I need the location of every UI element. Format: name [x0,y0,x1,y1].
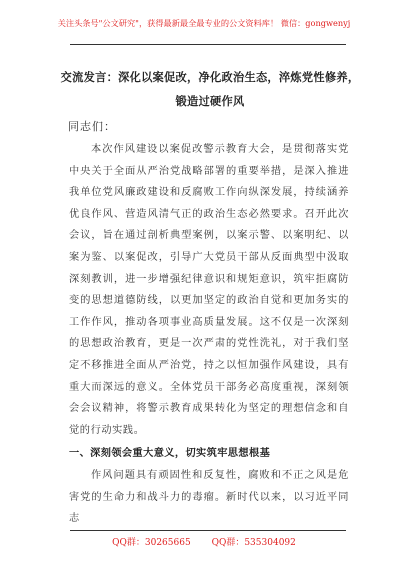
body-paragraph-1: 本次作风建设以案促改警示教育大会，是贯彻落实党中央关于全面从严治党战略部署的重要举措，是深入推进我单位党风廉政建设和反腐败工作向纵深发展，持续涵养优良作风、营造风清气正的政治生态必然要求。召开此次会议，旨在通过剖析典型案例，以案示警、以案明纪、以案为鉴、以案促改，引导广大党员干部从反面典型中汲取深刻教训，进一步增强纪律意识和规矩意识，筑牢拒腐防变的思想道德防线，以更加坚定的政治自觉和更加务实的工作作风，推动各项事业高质量发展。这不仅是一次深刻的思想政治教育，更是一次严肃的党性洗礼，对于我们坚定不移推进全面从严治党，持之以恒加强作风建设，具有重大而深远的意义。全体党员干部务必高度重视，深刻领会会议精神，将警示教育成果转化为坚定的理想信念和自觉的行动实践。 [69,144,349,436]
footer-contact [0,535,408,548]
header-divider [70,44,346,45]
body-paragraph-2: 作风问题具有顽固性和反复性，腐败和不正之风是危害党的生命力和战斗力的毒瘤。新时代以来，以习近平同志 [69,470,349,525]
section-heading-1: 一、深刻领会重大意义，切实筑牢思想根基 [69,448,271,459]
salutation: 同志们： [68,120,116,133]
document-title-line-1: 交流发言：深化以案促改，净化政治生态，淬炼党性修养， [60,71,360,84]
footer-divider [70,530,346,531]
document-title-line-2: 锻造过硬作风 [175,95,245,108]
document-title [60,66,360,114]
footer-qq-group-1: QQ群：30265665 [112,538,191,548]
header-banner: 关注头条号"公文研究"，获得最新最全最专业的公文资料库！ 微信：gongwenyj [57,18,351,28]
footer-qq-group-2: QQ群：535304092 [211,538,296,548]
